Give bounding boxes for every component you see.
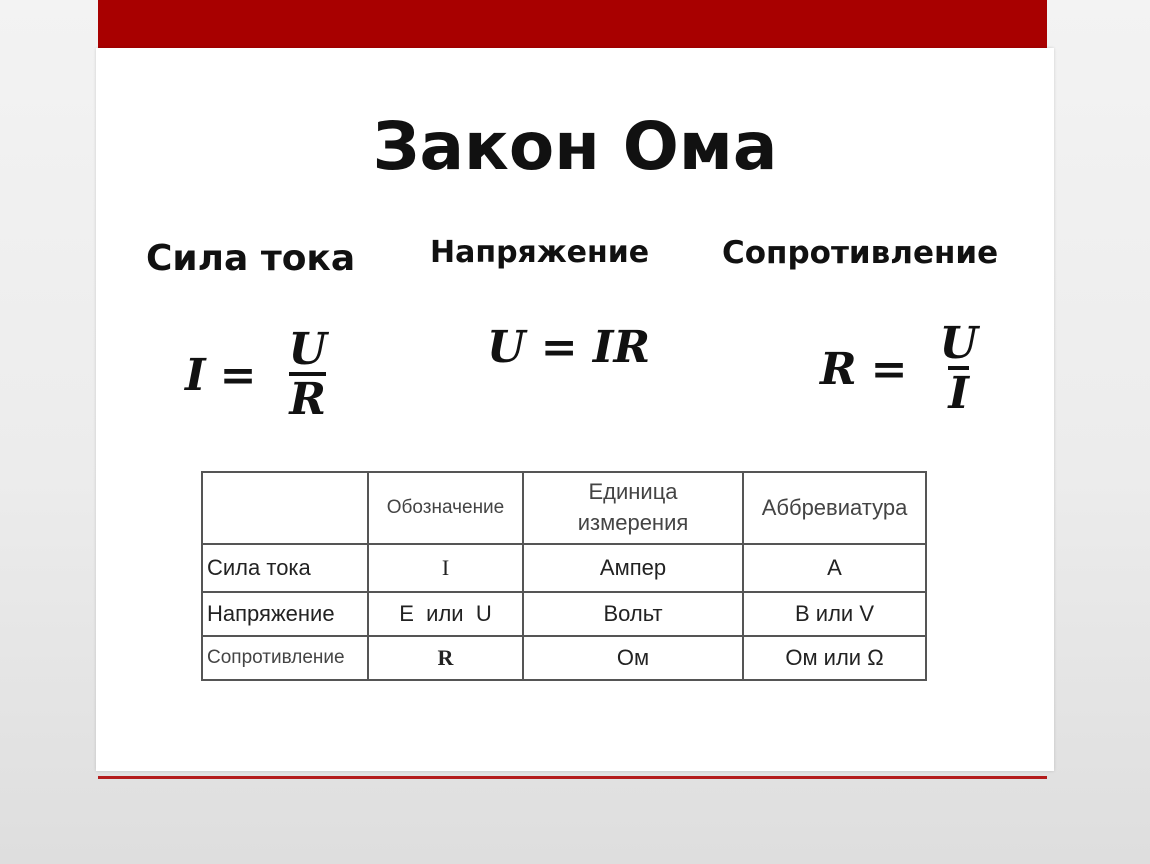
table-cell: Ом или Ω	[743, 636, 926, 680]
table-cell: Ом	[523, 636, 743, 680]
table-cell: В или V	[743, 592, 926, 636]
formula-resistance	[820, 318, 978, 419]
table-header-text: Единица измерения	[577, 479, 689, 535]
table-header-cell: Аббревиатура	[743, 472, 926, 544]
table-row	[202, 636, 926, 680]
table-header-cell: Обозначение	[368, 472, 523, 544]
formula-resistance-numerator: U	[939, 318, 978, 369]
top-accent-bar	[98, 0, 1047, 48]
formula-current	[185, 324, 327, 425]
formula-resistance-fraction	[939, 318, 978, 419]
table-cell: E или U	[368, 592, 523, 636]
table-cell: R	[368, 636, 523, 680]
formula-voltage: U = IR	[487, 322, 651, 373]
table-header-row	[202, 472, 926, 544]
table-header-cell	[523, 472, 743, 544]
heading-voltage: Напряжение	[430, 235, 650, 270]
formula-current-fraction	[288, 324, 327, 425]
table-row	[202, 544, 926, 592]
formula-current-denominator: R	[289, 374, 326, 425]
table-cell: А	[743, 544, 926, 592]
formula-current-equals: =	[219, 349, 257, 401]
table-cell: Вольт	[523, 592, 743, 636]
table-header-cell	[202, 472, 368, 544]
slide-title: Закон Ома	[372, 108, 778, 185]
table-cell: Сопротивление	[202, 636, 368, 680]
table-cell: Сила тока	[202, 544, 368, 592]
table-cell: Напряжение	[202, 592, 368, 636]
heading-current: Сила тока	[146, 238, 356, 279]
table-cell: I	[368, 544, 523, 592]
formula-current-lhs: I	[185, 349, 206, 401]
formula-resistance-denominator: I	[948, 368, 969, 419]
table-cell: Ампер	[523, 544, 743, 592]
formula-resistance-lhs: R	[820, 343, 857, 395]
formula-resistance-equals: =	[870, 343, 908, 395]
bottom-accent-line	[98, 776, 1047, 779]
units-table	[201, 471, 927, 681]
formula-current-numerator: U	[288, 324, 327, 375]
table-row	[202, 592, 926, 636]
heading-resistance: Сопротивление	[722, 235, 999, 271]
